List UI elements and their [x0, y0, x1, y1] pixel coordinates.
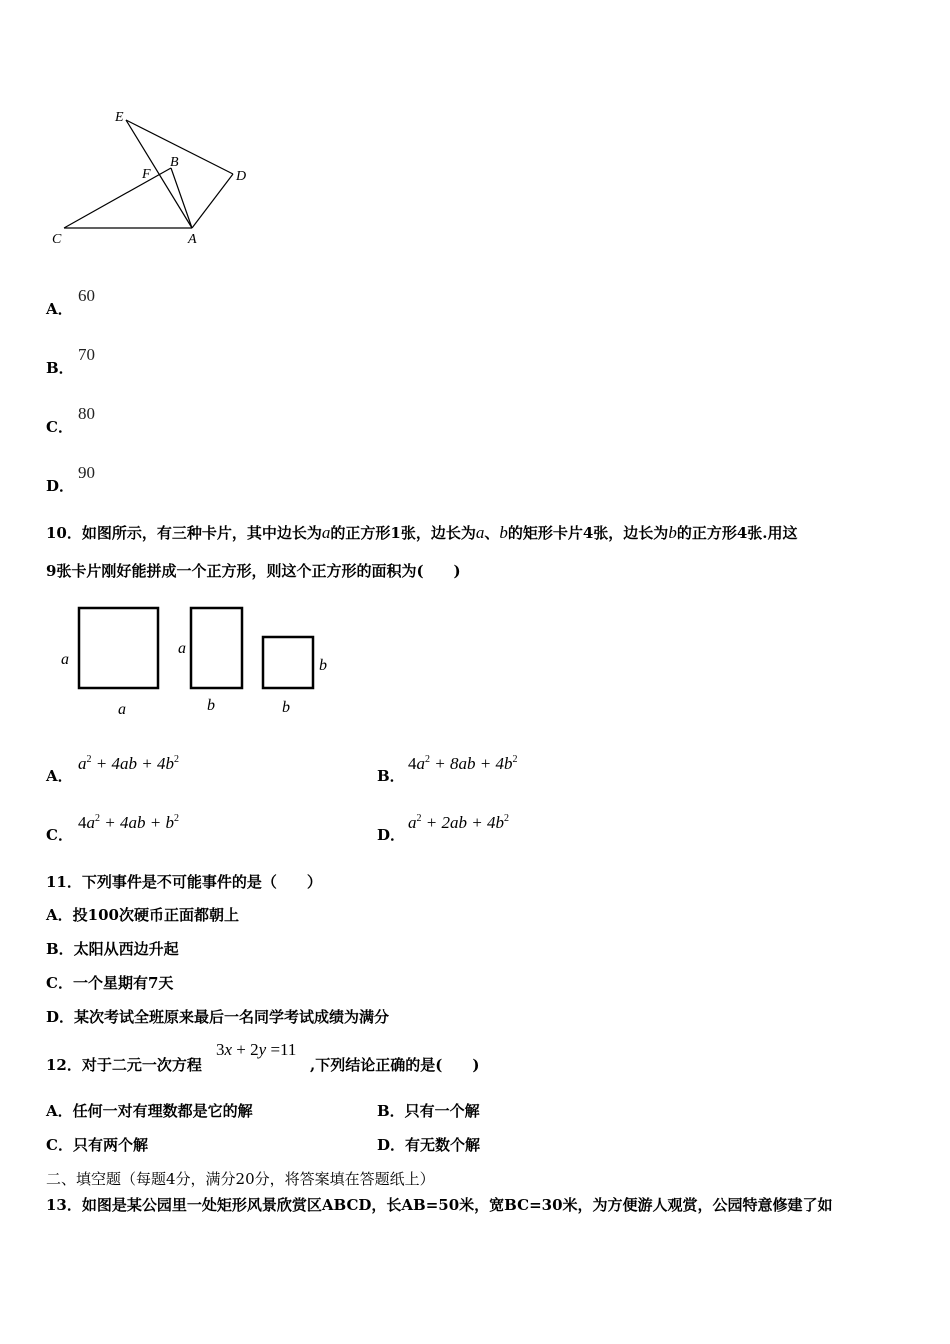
q12-stem-part2: ,下列结论正确的是( ) [310, 1056, 480, 1074]
card-rect-ab [191, 608, 242, 688]
label-rect-side: a [178, 640, 186, 657]
option-expression: $4a^2 + 8ab + 4b^2$ [408, 754, 518, 773]
q12-stem-part1: 12．对于二元一次方程 [46, 1056, 202, 1074]
label-b-bottom: b [282, 699, 290, 716]
q10-var: b [499, 523, 508, 542]
segment-DA [192, 174, 233, 228]
option-label: A． [46, 300, 73, 318]
point-label-E: E [115, 110, 124, 125]
q9-geometry-figure [40, 100, 270, 250]
q12-option-d[interactable]: D．有无数个解 [377, 1136, 481, 1154]
option-label: A． [46, 767, 73, 785]
q10-text: 10．如图所示，有三种卡片，其中边长为 [46, 524, 322, 542]
q10-var: b [668, 523, 677, 542]
label-a-side: a [61, 651, 69, 668]
point-label-D: D [236, 169, 247, 184]
q10-text: 、 [484, 524, 500, 542]
card-square-b [263, 637, 313, 688]
label-a-bottom: a [118, 701, 126, 718]
q10-stem-line1 [46, 522, 797, 543]
q12-option-b[interactable]: B．只有一个解 [377, 1102, 480, 1120]
option-label: C． [46, 418, 73, 436]
q11-option-b[interactable]: B．太阳从西边升起 [46, 940, 179, 958]
point-label-A: A [188, 232, 197, 247]
option-value: 60 [78, 286, 95, 305]
q10-text: 的矩形卡片4张，边长为 [507, 524, 669, 542]
q12-equation: 3x + 2y =11 [216, 1040, 297, 1059]
q10-var: a [475, 523, 485, 542]
option-expression: $a^2 + 4ab + 4b^2$ [78, 754, 179, 773]
option-expression: $4a^2 + 4ab + b^2$ [78, 813, 179, 832]
option-label: D． [46, 477, 75, 495]
point-label-F: F [142, 167, 151, 182]
q11-option-d[interactable]: D．某次考试全班原来最后一名同学考试成绩为满分 [46, 1008, 390, 1026]
option-label: C． [46, 826, 73, 844]
q10-text: 的正方形1张，边长为 [330, 524, 476, 542]
label-b-side: b [319, 657, 327, 674]
point-label-B: B [170, 155, 179, 170]
option-value: 80 [78, 404, 95, 423]
option-value: 90 [78, 463, 95, 482]
q11-stem: 11．下列事件是不可能事件的是（ ） [46, 873, 322, 891]
q12-option-c[interactable]: C．只有两个解 [46, 1136, 148, 1154]
q12-option-a[interactable]: A．任何一对有理数都是它的解 [46, 1102, 253, 1120]
option-value: 70 [78, 345, 95, 364]
card-square-a [79, 608, 158, 688]
option-expression: $a^2 + 2ab + 4b^2$ [408, 813, 509, 832]
label-rect-bottom: b [207, 697, 215, 714]
option-label: D． [377, 826, 406, 844]
q10-stem-line2: 9张卡片刚好能拼成一个正方形，则这个正方形的面积为( ) [46, 562, 461, 580]
q10-var: a [321, 523, 331, 542]
point-label-C: C [52, 232, 62, 247]
q10-cards-figure [50, 596, 350, 721]
section-fill-in-title: 二、填空题（每题4分，满分20分，将答案填在答题纸上） [46, 1170, 435, 1188]
option-label: B． [46, 359, 74, 377]
q13-stem: 13．如图是某公园里一处矩形风景欣赏区ABCD，长AB=50米，宽BC=30米，为方便游人观赏，公园特意修建了如 [46, 1196, 833, 1214]
q10-text: 的正方形4张.用这 [676, 524, 798, 542]
q11-option-c[interactable]: C．一个星期有7天 [46, 974, 174, 992]
segment-CB [64, 168, 171, 228]
q11-option-a[interactable]: A．投100次硬币正面都朝上 [46, 906, 239, 924]
option-label: B． [377, 767, 405, 785]
